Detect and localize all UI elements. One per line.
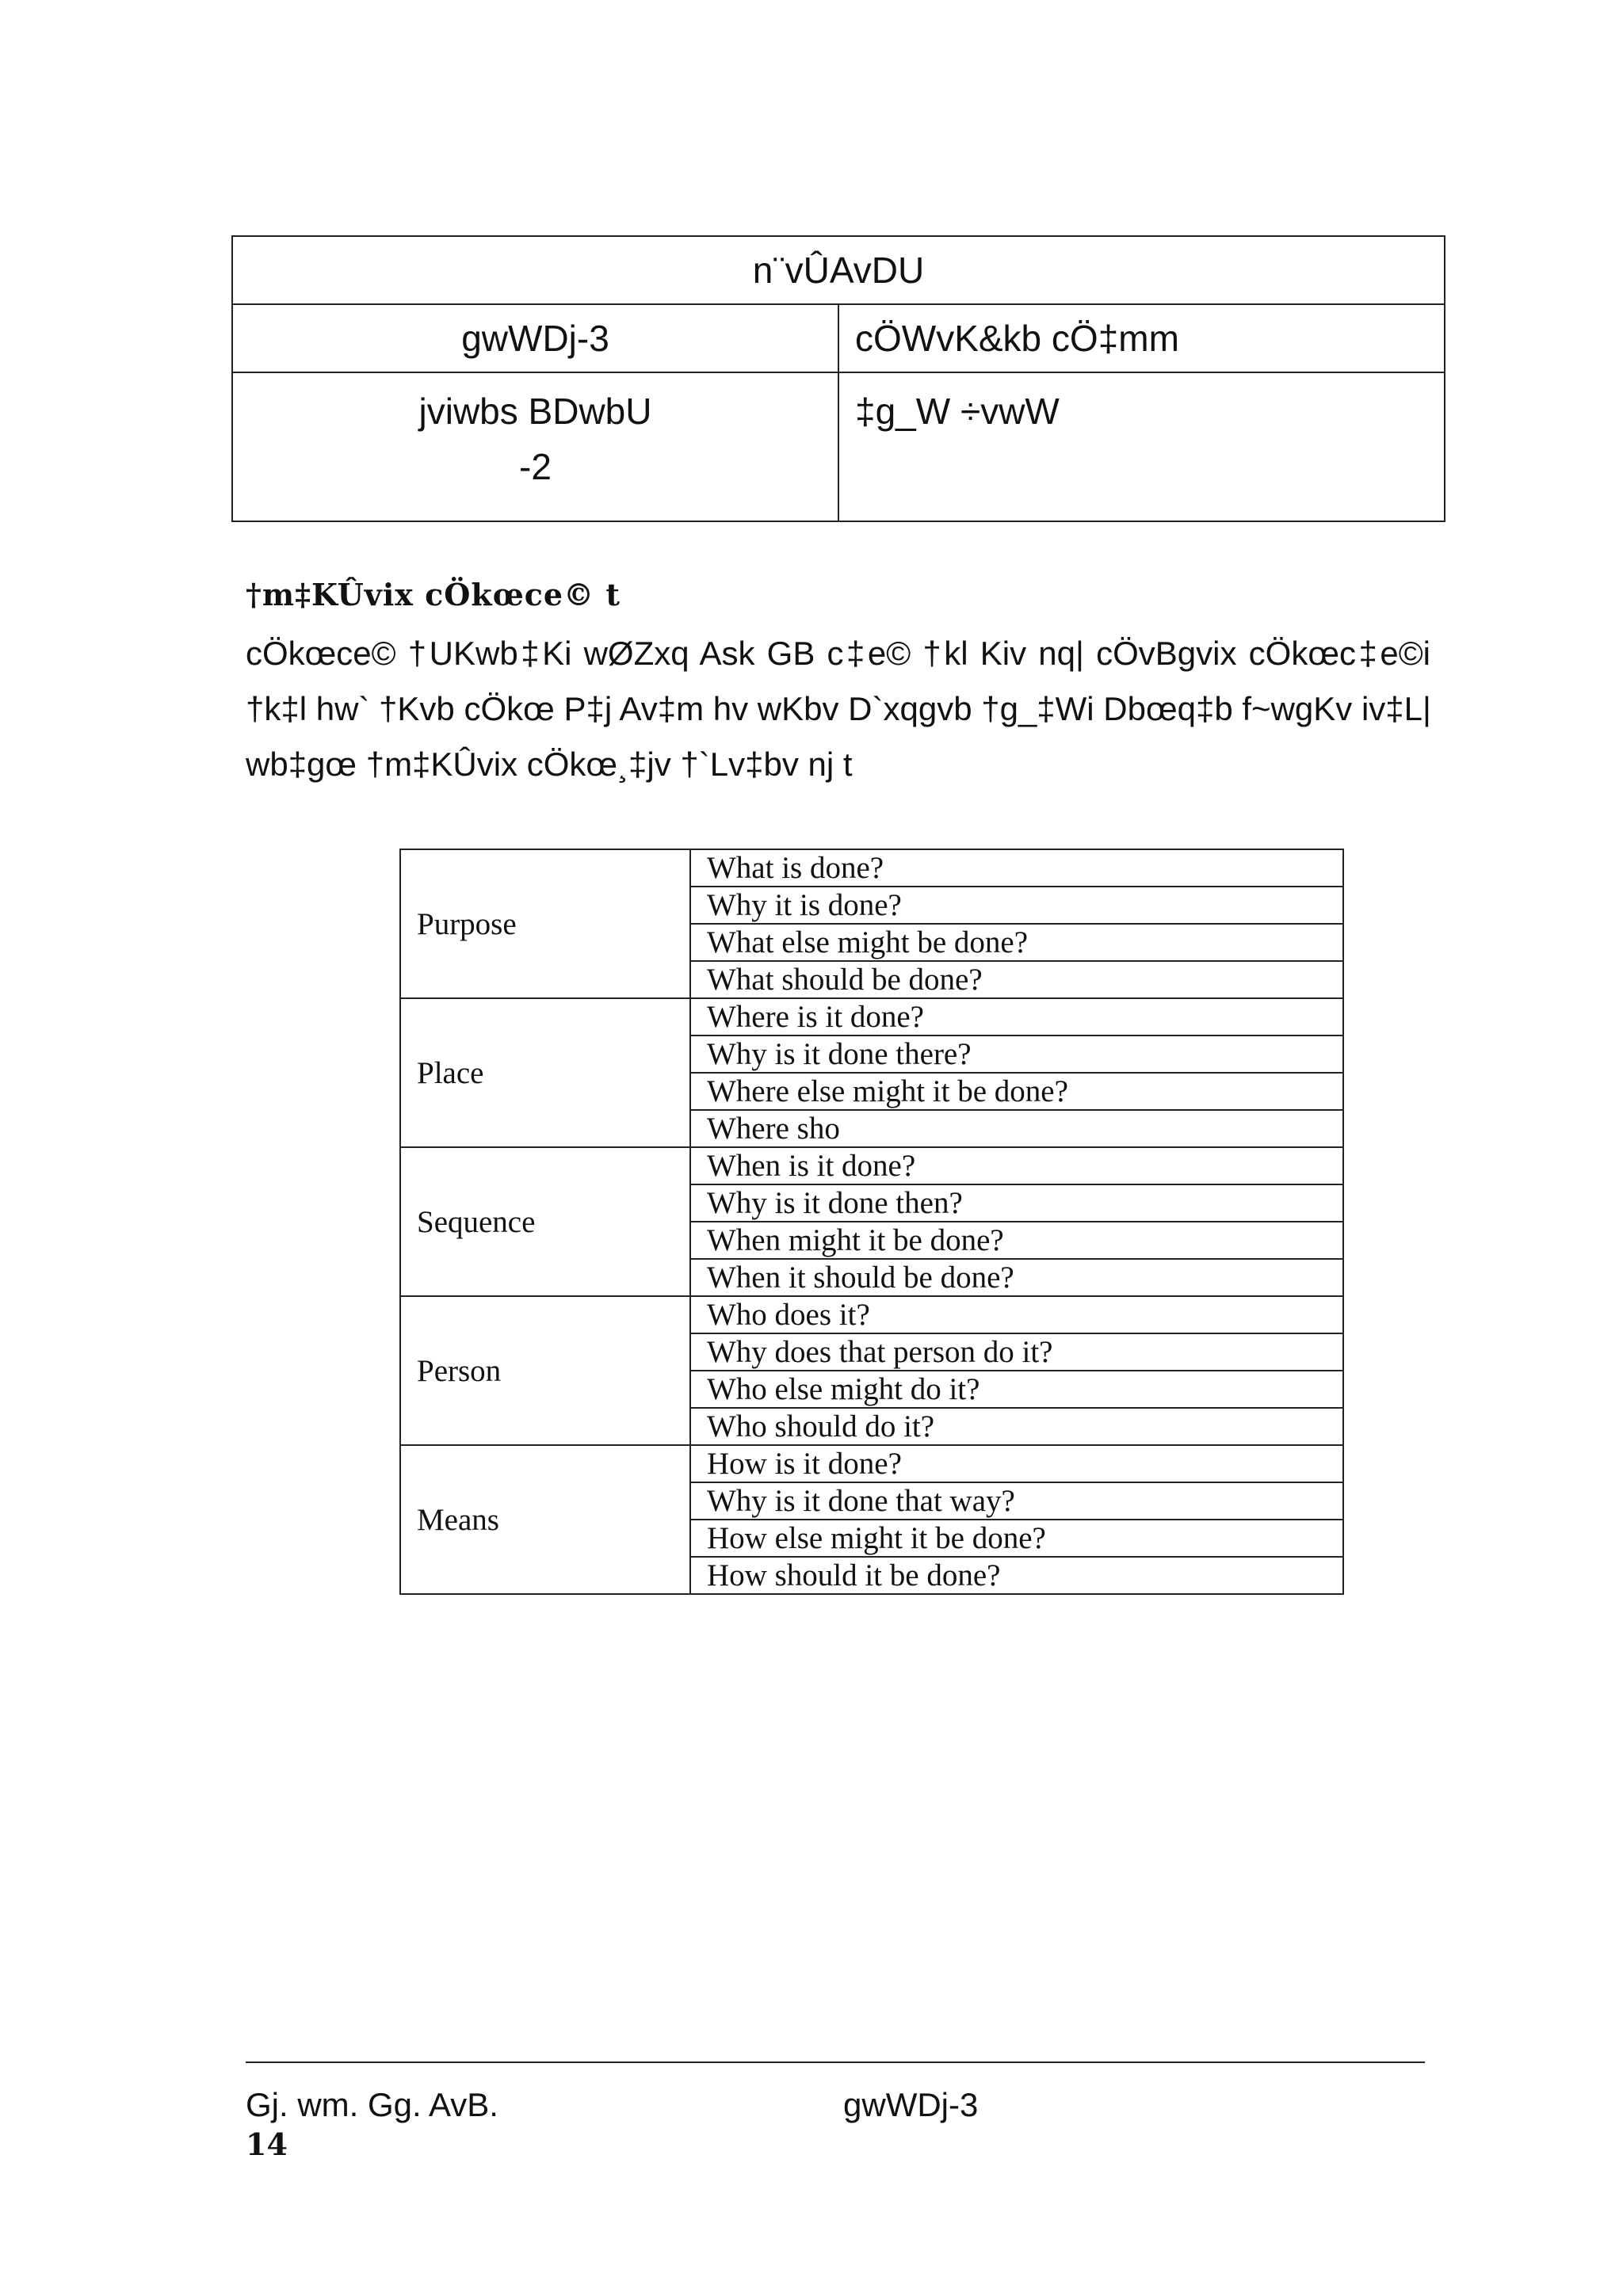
module-title: cÖWvK&kb cÖ‡mm [838,304,1445,372]
category-cell: Purpose [400,849,690,998]
module-label: gwWDj-3 [232,304,838,372]
table-row [400,1296,1343,1333]
question-cell: How should it be done? [690,1557,1343,1594]
questions-table [399,849,1344,1595]
table-row [400,1445,1343,1482]
section-paragraph [246,626,1430,792]
footer-divider [246,2061,1425,2063]
question-cell: What should be done? [690,961,1343,998]
paragraph-line: wb‡gœ †m‡KÛvix cÖkœ¸‡jv †`Lv‡bv nj t [246,746,853,783]
question-cell: Where else might it be done? [690,1073,1343,1110]
table-row [400,1147,1343,1184]
question-cell: How is it done? [690,1445,1343,1482]
question-cell: Who should do it? [690,1408,1343,1445]
question-cell: When might it be done? [690,1222,1343,1259]
question-cell: When is it done? [690,1147,1343,1184]
question-cell: Where is it done? [690,998,1343,1035]
learning-unit-label [232,372,838,521]
page-number: 14 [246,2126,288,2162]
category-cell: Means [400,1445,690,1594]
question-cell: Why it is done? [690,887,1343,924]
header-table [231,235,1445,522]
category-cell: Sequence [400,1147,690,1296]
question-cell: Why is it done there? [690,1035,1343,1073]
question-cell: When it should be done? [690,1259,1343,1296]
question-cell: Why is it done that way? [690,1482,1343,1520]
learning-unit-line1: jviwbs BDwbU [418,391,652,432]
learning-unit-title: ‡g_W ÷vwW [838,372,1445,521]
footer-institution: Gj. wm. Gg. AvB. [246,2086,498,2123]
question-cell: Where sho [690,1110,1343,1147]
question-cell: What else might be done? [690,924,1343,961]
header-title: n¨vÛAvDU [232,236,1445,304]
question-cell: Who does it? [690,1296,1343,1333]
category-cell: Place [400,998,690,1147]
table-row [400,849,1343,887]
question-cell: How else might it be done? [690,1520,1343,1557]
section-heading: †m‡KÛvix cÖkœce© t [246,577,621,612]
footer-module: gwWDj-3 [843,2086,979,2123]
question-cell: Who else might do it? [690,1371,1343,1408]
table-row [400,998,1343,1035]
learning-unit-line2: -2 [519,446,552,487]
question-cell: Why does that person do it? [690,1333,1343,1371]
paragraph-line: †k‡l hw` †Kvb cÖkœ P‡j Av‡m hv wKbv D`xqgvb †g_‡Wi Dbœq‡b f~wgKv iv‡L| [246,690,1431,727]
paragraph-line: cÖkœce© †UKwb‡Ki wØZxq Ask GB c‡e© †kl Kiv nq| cÖvBgvix cÖkœc‡e©i [246,635,1430,672]
category-cell: Person [400,1296,690,1445]
question-cell: What is done? [690,849,1343,887]
question-cell: Why is it done then? [690,1184,1343,1222]
